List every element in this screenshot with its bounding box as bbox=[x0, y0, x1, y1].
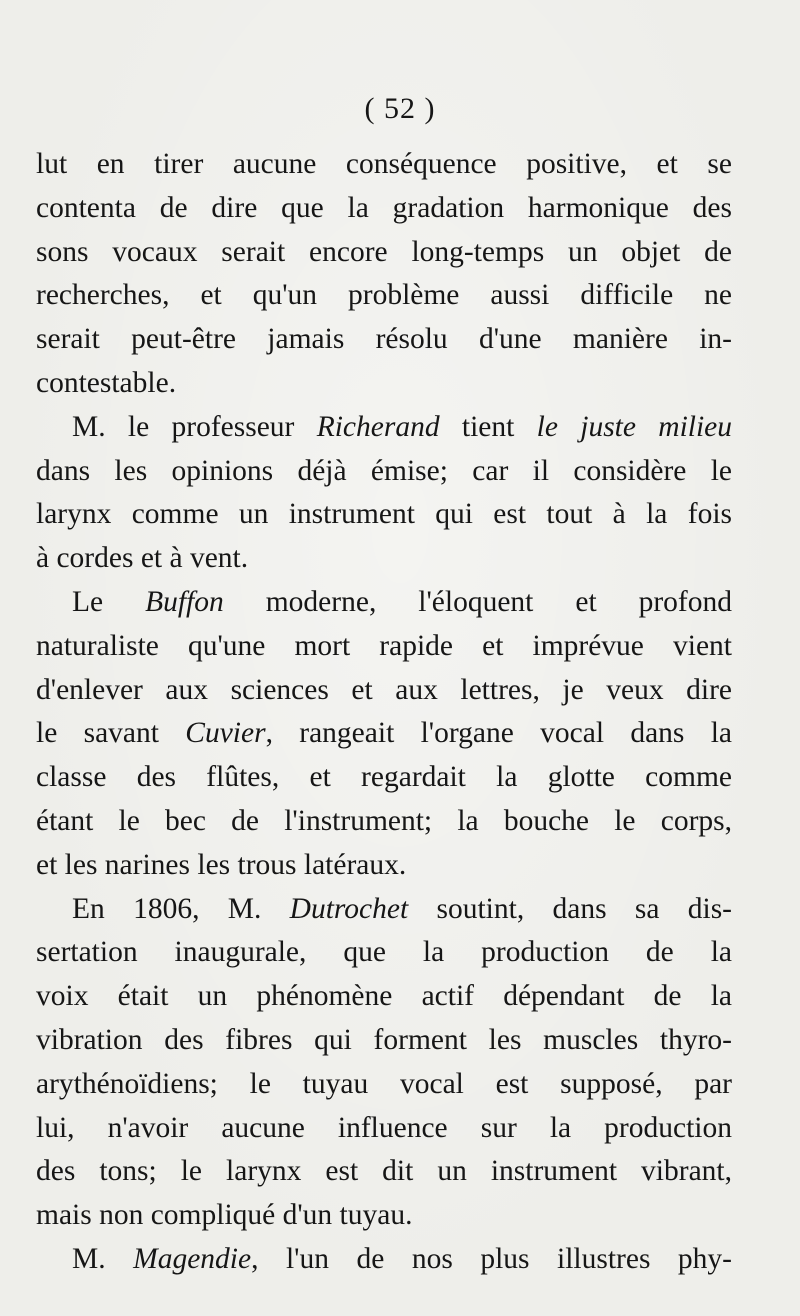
emphasized-phrase: le juste milieu bbox=[536, 410, 733, 443]
text-line: voix était un phénomène actif dépendant de la bbox=[36, 980, 732, 1013]
text-line: lut en tirer aucune conséquence positive, et se bbox=[36, 148, 732, 180]
text-line: naturaliste qu'une mort rapide et imprévue vient bbox=[36, 629, 732, 662]
text-segment: En 1806, M. bbox=[72, 892, 290, 925]
text-line: dans les opinions déjà émise; car il considère le bbox=[36, 454, 732, 487]
text-line: recherches, et qu'un problème aussi difficile ne bbox=[36, 279, 732, 312]
text-segment: M. le professeur bbox=[72, 410, 317, 443]
body-text bbox=[36, 143, 732, 1282]
text-line bbox=[36, 1238, 732, 1282]
text-segment: Le bbox=[72, 585, 146, 618]
text-line: à cordes et à vent. bbox=[36, 542, 249, 575]
text-line: vibration des fibres qui forment les muscles thyro- bbox=[36, 1023, 732, 1056]
text-line: contenta de dire que la gradation harmonique des bbox=[36, 191, 732, 224]
text-segment: soutint, dans sa dis- bbox=[408, 892, 733, 925]
person-name: Magendie bbox=[133, 1242, 252, 1275]
text-line: sertation inaugurale, que la production de la bbox=[36, 936, 732, 969]
text-line: arythénoïdiens; le tuyau vocal est supposé, par bbox=[36, 1067, 732, 1100]
person-name: Dutrochet bbox=[289, 892, 409, 925]
text-line: mais non compliqué d'un tuyau. bbox=[36, 1199, 413, 1232]
person-name: Richerand bbox=[316, 410, 440, 443]
text-line: étant le bec de l'instrument; la bouche le corps, bbox=[36, 804, 732, 837]
text-line: larynx comme un instrument qui est tout à la fois bbox=[36, 498, 732, 531]
text-line bbox=[36, 406, 732, 450]
text-segment: , l'un de nos plus illustres phy- bbox=[251, 1242, 733, 1275]
text-segment: M. bbox=[72, 1242, 134, 1275]
text-line: des tons; le larynx est dit un instrument vibrant, bbox=[36, 1155, 732, 1188]
text-line: contestable. bbox=[36, 366, 177, 399]
person-name: Cuvier bbox=[185, 717, 266, 750]
text-line: et les narines les trous latéraux. bbox=[36, 848, 407, 881]
text-line: classe des flûtes, et regardait la glotte comme bbox=[36, 761, 732, 794]
text-segment: moderne, l'éloquent et profond bbox=[223, 585, 732, 618]
text-line bbox=[36, 581, 732, 625]
text-line: d'enlever aux sciences et aux lettres, je veux dire bbox=[36, 673, 732, 706]
text-line: serait peut-être jamais résolu d'une manière in- bbox=[36, 323, 732, 356]
text-segment: , rangeait l'organe vocal dans la bbox=[265, 717, 732, 750]
text-line bbox=[36, 888, 732, 932]
person-name: Buffon bbox=[145, 585, 224, 618]
text-line: lui, n'avoir aucune influence sur la production bbox=[36, 1111, 732, 1144]
text-line: sons vocaux serait encore long-temps un objet de bbox=[36, 235, 732, 268]
page-number: ( 52 ) bbox=[364, 92, 436, 125]
text-segment: le savant bbox=[36, 717, 186, 750]
text-segment: tient bbox=[439, 410, 537, 443]
text-line bbox=[36, 712, 732, 756]
